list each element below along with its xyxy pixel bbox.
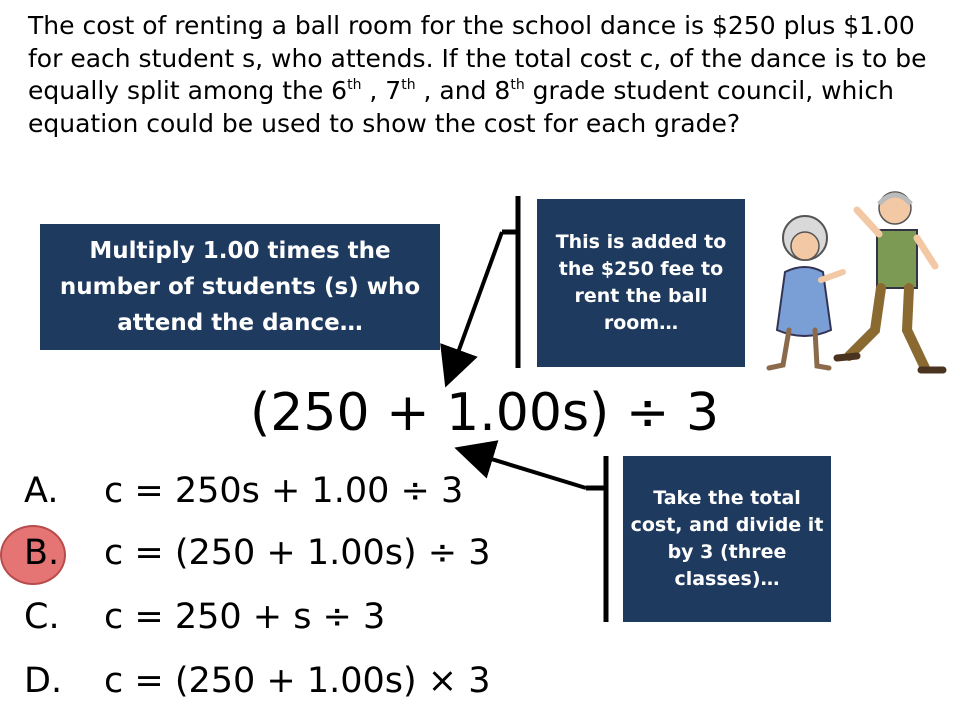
elderly-woman-figure — [769, 216, 843, 368]
choice-equation: c = (250 + 1.00s) × 3 — [104, 661, 491, 701]
callout-multiply-text: Multiply 1.00 times the number of students (s) who attend the dance… — [59, 238, 421, 336]
ordinal-sup-2: th — [401, 77, 416, 93]
choice-equation: c = (250 + 1.00s) ÷ 3 — [104, 533, 491, 573]
problem-text-4: grade student council, which equation could be used to show the cost for each grade? — [28, 76, 894, 138]
choice-letter: A. — [24, 471, 59, 511]
choice-letter: D. — [24, 661, 63, 701]
problem-text-2: , 7 — [361, 76, 402, 105]
choice-equation: c = 250s + 1.00 ÷ 3 — [104, 471, 464, 511]
choice-letter: C. — [24, 597, 60, 637]
callout-divide-text: Take the total cost, and divide it by 3 (three classes)… — [630, 487, 824, 590]
choice-c[interactable] — [24, 592, 385, 642]
upper-arrow — [448, 232, 502, 380]
ordinal-sup-3: th — [510, 77, 525, 93]
choice-d[interactable] — [24, 656, 491, 706]
choice-equation: c = 250 + s ÷ 3 — [104, 597, 386, 637]
upper-bracket — [448, 196, 518, 380]
choice-a[interactable] — [24, 466, 463, 516]
dancing-elderly-couple-image — [757, 180, 957, 380]
main-equation: (250 + 1.00s) ÷ 3 — [250, 383, 720, 443]
lower-arrow — [462, 450, 586, 488]
callout-added-text: This is added to the $250 fee to rent the ball room… — [555, 231, 727, 334]
problem-text-3: , and 8 — [415, 76, 511, 105]
choice-b[interactable] — [24, 528, 491, 578]
choice-letter: B. — [24, 533, 60, 573]
ordinal-sup-1: th — [347, 77, 362, 93]
elderly-man-figure — [837, 192, 943, 370]
problem-text-1: The cost of renting a ball room for the school dance is $250 plus $1.00 for each student s, who attends. If the total cost c, of the dance is to be equally split among the 6 — [28, 11, 927, 105]
